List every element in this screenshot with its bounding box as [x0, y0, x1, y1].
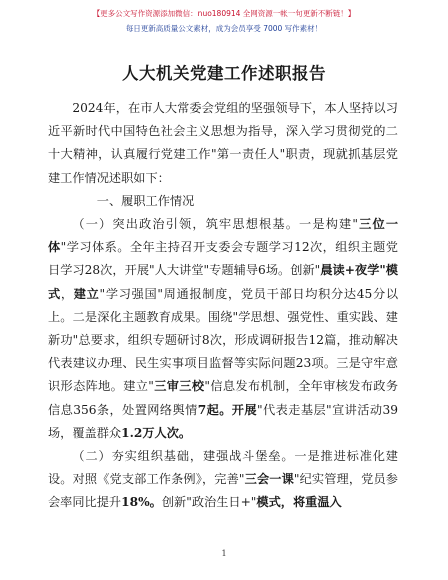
section-heading: 一、履职工作情况	[96, 193, 195, 208]
promo-banner-line2[interactable]: 每日更新高质量公文素材，成为会员享受 7000 写作素材！	[125, 24, 323, 33]
paragraph-organization-foundation: （二）夯实组织基础，建强战斗堡垒。一是推进标准化建设。对照《党支部工作条例》，完善"三会一课"纪实管理，党员参会率同比提升18%。创新"政治生日+"模式，将重温入	[48, 449, 398, 510]
intro-paragraph: 2024年，在市人大常委会党组的坚强领导下，本人坚持以习近平新时代中国特色社会主义思想为指导，深入学习贯彻党的二十大精神，认真履行党建工作"第一责任人"职责，现就抓基层党建工作情况述职如下：	[48, 101, 398, 185]
document-body	[48, 97, 398, 515]
page-number: 1	[221, 549, 227, 558]
document-title: 人大机关党建工作述职报告	[122, 64, 326, 83]
paragraph-political-guidance: （一）突出政治引领，筑牢思想根基。一是构建"三位一体"学习体系。全年主持召开支委会专题学习12次，组织主题党日学习28次，开展"人大讲堂"专题辅导6场。创新"晨读+夜学"模式，建立"学习强国"周通报制度，党员干部日均积分达45分以上。二是深化主题教育成果。围绕"学思想、强党性、重实践、建新功"总要求，组织专题研讨8次，形成调研报告12篇，推动解决代表建议办理、民生实事项目监督等实际问题23项。三是守牢意识形态阵地。建立"三审三校"信息发布机制，全年审核发布政务信息356条，处置网络舆情7起。开展"代表走基层"宣讲活动39场，覆盖群众1.2万人次。	[48, 217, 399, 440]
promo-banner-line1[interactable]: 【更多公文写作资源添加微信：nuo180914 全网资源一帐一句更新不断链！】	[92, 9, 356, 18]
